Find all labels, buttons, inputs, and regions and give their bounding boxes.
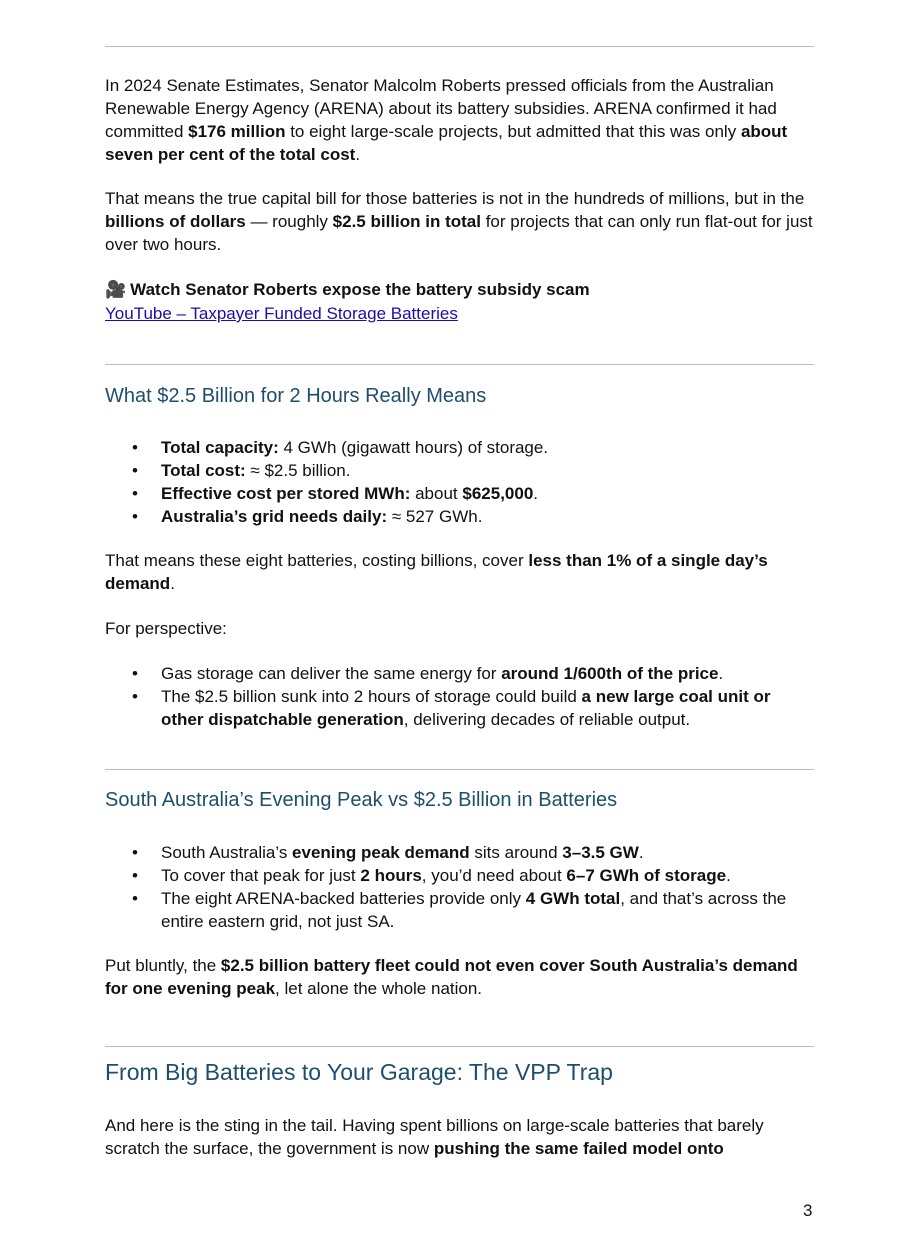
text: To cover that peak for just [161, 866, 361, 885]
list-item [105, 482, 814, 505]
text: In 2024 Senate Estimates, Senator Malcolm Roberts pressed officials from the Australian Renewable Energy Agency (ARENA) about its battery subsidies. ARENA confirmed it had committed [105, 76, 777, 141]
bold-text: a new large coal unit or other dispatchable generation [161, 687, 771, 729]
bold-text: 2 hours [360, 866, 422, 885]
text: ≈ 527 GWh. [387, 507, 483, 526]
text: , let alone the whole nation. [275, 979, 483, 998]
video-link-line [105, 302, 814, 325]
text: And here is the sting in the tail. Having spent billions on large-scale batteries that barely scratch the surface, the government is now [105, 1116, 764, 1158]
text: . [533, 484, 539, 503]
text: for projects that can only run flat-out for just over two hours. [105, 212, 813, 254]
text: The $2.5 billion sunk into 2 hours of storage could build [161, 687, 582, 706]
conclusion-paragraph [105, 954, 814, 1000]
bold-text: 3–3.5 GW [562, 843, 639, 862]
text: . [638, 843, 644, 862]
divider [105, 1046, 814, 1047]
text: That means these eight batteries, costing billions, cover [105, 551, 529, 570]
intro-paragraph-1 [105, 74, 814, 166]
list-item [105, 887, 814, 933]
bold-text: Total capacity: [161, 438, 279, 457]
text: That means the true capital bill for those batteries is not in the hundreds of millions, but in the [105, 189, 805, 208]
bold-text: evening peak demand [292, 843, 470, 862]
section-heading-vpp: From Big Batteries to Your Garage: The VPP Trap [105, 1059, 613, 1085]
text: to eight large-scale projects, but admitted that this was only [285, 122, 741, 141]
text: , and that’s across the entire eastern grid, not just SA. [161, 889, 787, 931]
perspective-paragraph: For perspective: [105, 619, 227, 638]
bold-text: pushing the same failed model onto [433, 1139, 724, 1158]
section-heading-cost: What $2.5 Billion for 2 Hours Really Means [105, 385, 487, 407]
bold-text: around 1/600th of the price [501, 664, 719, 683]
text: Gas storage can deliver the same energy for [161, 664, 502, 683]
text: sits around [469, 843, 563, 862]
text: South Australia’s [161, 843, 293, 862]
list-item [105, 459, 814, 482]
text: 4 GWh (gigawatt hours) of storage. [278, 438, 549, 457]
bold-text: billions of dollars [105, 212, 246, 231]
list-item [105, 505, 814, 528]
bold-text: 6–7 GWh of storage [566, 866, 727, 885]
video-callout [105, 278, 814, 301]
bold-text: $176 million [188, 122, 286, 141]
list-item [105, 685, 814, 731]
divider [105, 769, 814, 770]
bold-text: about seven per cent of the total cost [105, 122, 788, 164]
video-label: Watch Senator Roberts expose the battery subsidy scam [130, 280, 590, 299]
list-item [105, 662, 814, 685]
bold-text: Effective cost per stored MWh: [161, 484, 411, 503]
youtube-link[interactable]: YouTube – Taxpayer Funded Storage Batteries [105, 304, 458, 323]
bold-text: Total cost: [161, 461, 246, 480]
text: , delivering decades of reliable output. [403, 710, 691, 729]
bold-text: $2.5 billion battery fleet could not even cover South Australia’s demand for one evening peak [105, 956, 798, 998]
coverage-paragraph [105, 549, 814, 595]
list-item [105, 436, 814, 459]
text: Put bluntly, the [105, 956, 221, 975]
video-camera-icon: 🎥 [105, 280, 127, 299]
text: . [726, 866, 731, 885]
list-item [105, 841, 814, 864]
text: . [718, 664, 724, 683]
bold-text: 4 GWh total [525, 889, 621, 908]
text: . [355, 145, 361, 164]
cost-bullet-list [105, 436, 814, 528]
section-heading-south-australia: South Australia’s Evening Peak vs $2.5 Billion in Batteries [105, 789, 618, 811]
text: , you’d need about [421, 866, 567, 885]
divider [105, 46, 814, 47]
bold-text: $625,000 [462, 484, 534, 503]
text: — roughly [245, 212, 333, 231]
divider [105, 364, 814, 365]
vpp-paragraph [105, 1114, 814, 1160]
text: The eight ARENA-backed batteries provide only [161, 889, 526, 908]
list-item [105, 864, 814, 887]
intro-paragraph-2 [105, 187, 814, 256]
south-australia-bullet-list [105, 841, 814, 933]
text: ≈ $2.5 billion. [245, 461, 351, 480]
perspective-bullet-list [105, 662, 814, 731]
page-number: 3 [803, 1201, 813, 1220]
text: . [170, 574, 175, 593]
bold-text: $2.5 billion in total [332, 212, 481, 231]
bold-text: less than 1% of a single day’s demand [105, 551, 768, 593]
text: about [410, 484, 463, 503]
bold-text: Australia’s grid needs daily: [161, 507, 388, 526]
